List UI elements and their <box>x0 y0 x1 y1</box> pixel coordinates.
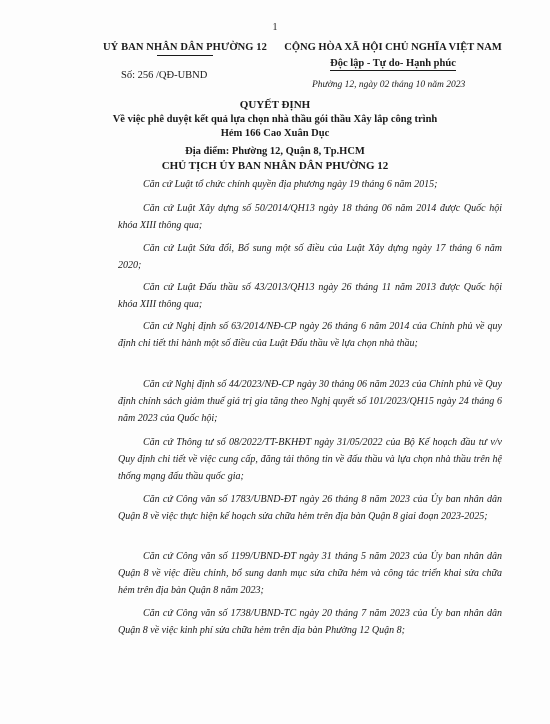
basis-paragraph: Căn cứ Công văn số 1199/UBND-ĐT ngày 31 tháng 5 năm 2023 của Ủy ban nhân dân Quận 8 về việc điều chỉnh, bổ sung danh mục sửa chữa hẻm và công tác triển khai sửa chữa hẻm trên địa bàn Quận 8 năm 2023; <box>118 551 502 596</box>
issuer-block <box>100 42 270 56</box>
document-number: Số: 256 /QĐ-UBND <box>121 70 208 81</box>
subject-line-1: Về việc phê duyệt kết quả lựa chọn nhà thầu gói thầu Xây lắp công trình <box>112 114 438 125</box>
basis-paragraph: Căn cứ Nghị định số 44/2023/NĐ-CP ngày 30 tháng 06 năm 2023 của Chính phủ về Quy định chính sách giảm thuế giá trị gia tăng theo Nghị quyết số 101/2023/QH15 ngày 24 tháng 6 năm 2023 của Quốc hội; <box>118 379 502 424</box>
document-title: QUYẾT ĐỊNH <box>239 99 311 111</box>
country-name: CỘNG HÒA XÃ HỘI CHỦ NGHĨA VIỆT NAM <box>284 42 502 53</box>
basis-paragraph: Căn cứ Công văn số 1738/UBND-TC ngày 20 tháng 7 năm 2023 của Ủy ban nhân dân Quận 8 về việc kinh phí sửa chữa hẻm trên địa bàn Phường 12 Quận 8; <box>118 608 502 636</box>
issuer-underline <box>157 55 213 56</box>
national-motto: Độc lập - Tự do- Hạnh phúc <box>330 58 456 69</box>
subject-line-2: Hẻm 166 Cao Xuân Dục <box>220 128 330 139</box>
basis-paragraph: Căn cứ Luật Xây dựng số 50/2014/QH13 ngày 18 tháng 06 năm 2014 được Quốc hội khóa XIII thông qua; <box>118 203 502 231</box>
chairman-heading: CHỦ TỊCH ỦY BAN NHÂN DÂN PHƯỜNG 12 <box>161 160 389 172</box>
page-number: 1 <box>272 22 278 33</box>
basis-paragraph: Căn cứ Thông tư số 08/2022/TT-BKHĐT ngày 31/05/2022 của Bộ Kế hoạch đầu tư v/v Quy định chi tiết về việc cung cấp, đăng tải thông tin về đấu thầu và lựa chọn nhà thầu trên hệ thống mạng đấu thầu quốc gia; <box>118 437 502 482</box>
issue-date: Phường 12, ngày 02 tháng 10 năm 2023 <box>312 80 466 90</box>
location-line: Địa điểm: Phường 12, Quận 8, Tp.HCM <box>185 146 365 157</box>
basis-paragraph: Căn cứ Công văn số 1783/UBND-ĐT ngày 26 tháng 8 năm 2023 của Ủy ban nhân dân Quận 8 về việc thực hiện kế hoạch sửa chữa hẻm trên địa bàn Quận 8 giai đoạn 2023-2025; <box>118 494 502 522</box>
basis-paragraph: Căn cứ Luật tổ chức chính quyền địa phương ngày 19 tháng 6 năm 2015; <box>143 179 438 190</box>
basis-paragraph: Căn cứ Luật Đấu thầu số 43/2013/QH13 ngày 26 tháng 11 năm 2013 được Quốc hội khóa XIII thông qua; <box>118 282 502 310</box>
basis-paragraph: Căn cứ Nghị định số 63/2014/NĐ-CP ngày 26 tháng 6 năm 2014 của Chính phủ về quy định chi tiết thi hành một số điều của Luật Đấu thầu về lựa chọn nhà thầu; <box>118 321 502 349</box>
issuer-name: UỶ BAN NHÂN DÂN PHƯỜNG 12 <box>103 42 267 53</box>
basis-paragraph: Căn cứ Luật Sửa đổi, Bổ sung một số điều của Luật Xây dựng ngày 17 tháng 6 năm 2020; <box>118 243 502 271</box>
national-header <box>268 42 518 71</box>
